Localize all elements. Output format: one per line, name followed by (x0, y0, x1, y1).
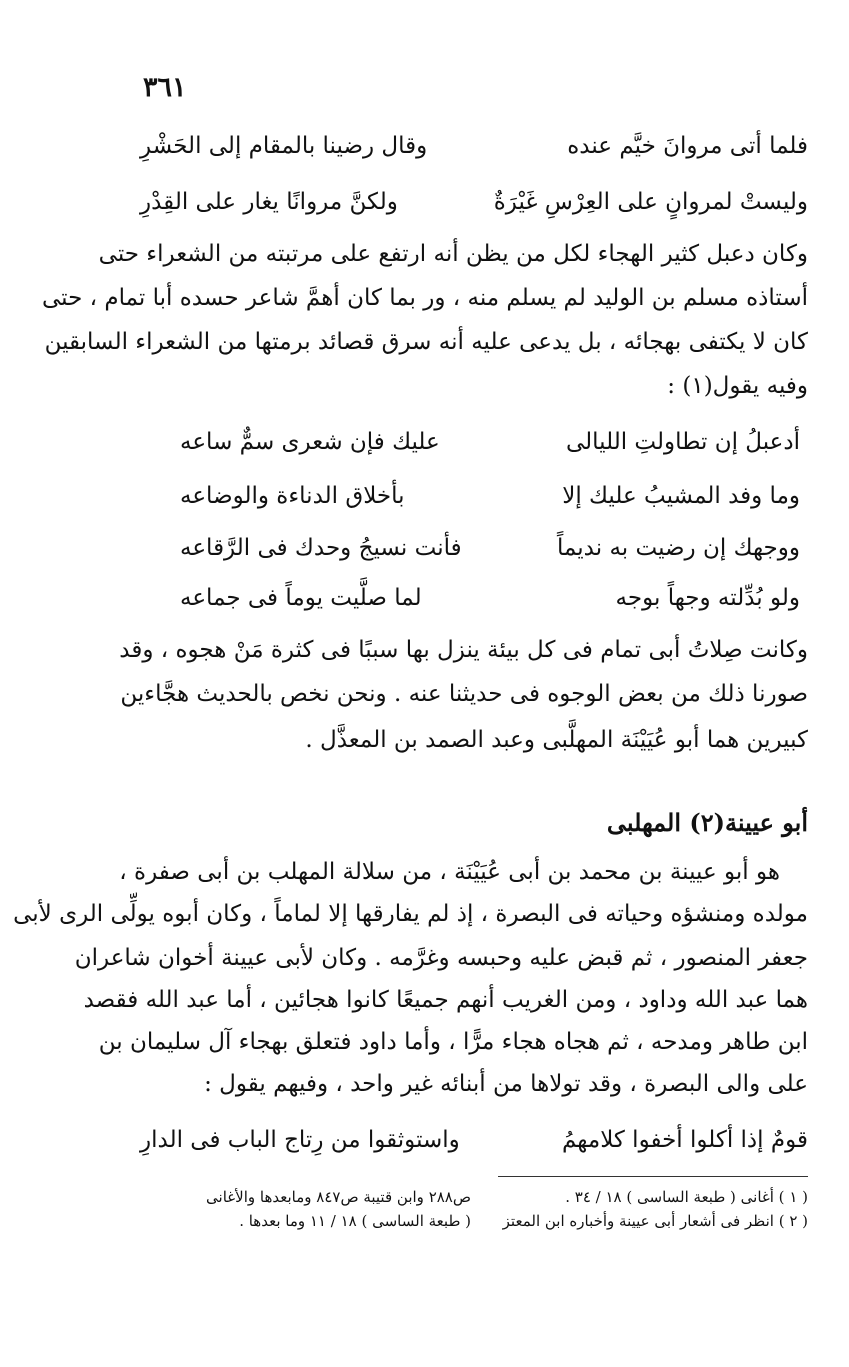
footnote-continuation: ص٢٨٨ وابن قتيبة ص٨٤٧ ومابعدها والأغانى (206, 1188, 471, 1206)
verse-hemistich-second: وقال رضينا بالمقام إلى الحَشْرِ (140, 133, 428, 159)
verse-line (180, 480, 800, 516)
verse-hemistich-second: بأخلاق الدناءة والوضاعه (180, 483, 405, 509)
verse-line (140, 1124, 808, 1160)
verse-line (180, 532, 800, 568)
verse-hemistich-first: أدعبلُ إن تطاولتِ الليالى (565, 429, 800, 455)
footnote: ( ٢ ) انظر فى أشعار أبى عيينة وأخباره ابن المعتز (502, 1212, 808, 1230)
footnote: ( ١ ) أغانى ( طبعة الساسى ) ١٨ / ٣٤ . (565, 1188, 808, 1206)
footnote-continuation: ( طبعة الساسى ) ١٨ / ١١ وما بعدها . (239, 1212, 471, 1230)
paragraph-line: وكان دعبل كثير الهجاء لكل من يظن أنه ارتفع على مرتبته من الشعراء حتى (98, 241, 808, 267)
paragraph-line: جعفر المنصور ، ثم قبض عليه وحبسه وغرَّمه . وكان لأبى عيينة أخوان شاعران (74, 945, 808, 971)
verse-hemistich-second: ولكنَّ مروانًا يغار على القِدْرِ (140, 189, 398, 215)
paragraph-line: صورنا ذلك من بعض الوجوه فى حديثنا عنه . ونحن نخص بالحديث هجَّاءين (120, 681, 808, 707)
paragraph-line: وكانت صِلاتُ أبى تمام فى كل بيئة ينزل بها سببًا فى كثرة مَنْ هجوه ، وقد (119, 637, 808, 663)
verse-hemistich-first: وما وفد المشيبُ عليك إلا (562, 483, 800, 509)
verse-hemistich-second: فأنت نسيجُ وحدك فى الرَّقاعه (180, 535, 462, 561)
footnote-rule (498, 1176, 808, 1177)
verse-hemistich-first: قومٌ إذا أكلوا أخفوا كلامهمُ (561, 1127, 808, 1153)
paragraph-line: هما عبد الله وداود ، ومن الغريب أنهم جميعًا كانوا هجائين ، أما عبد الله فقصد (83, 987, 808, 1013)
page-number: ٣٦١ (143, 72, 187, 103)
verse-line (180, 582, 800, 618)
verse-line (140, 186, 808, 222)
verse-hemistich-first: ووجهك إن رضيت به نديماً (556, 535, 800, 561)
verse-hemistich-first: وليستْ لمروانٍ على العِرْسِ غَيْرَةٌ (493, 189, 808, 215)
verse-line (140, 130, 808, 166)
paragraph-line: وفيه يقول(١) : (667, 373, 808, 399)
paragraph-line: كبيرين هما أبو عُيَيْنَة المهلَّبى وعبد الصمد بن المعذَّل . (305, 727, 808, 753)
verse-line (180, 426, 800, 462)
verse-hemistich-second: عليك فإن شعرى سمٌّ ساعه (180, 429, 440, 455)
paragraph-line: كان لا يكتفى بهجائه ، بل يدعى عليه أنه سرق قصائد برمتها من الشعراء السابقين (44, 329, 808, 355)
verse-hemistich-first: ولو بُدِّلته وجهاً بوجه (615, 585, 800, 611)
section-heading: أبو عيينة(٢) المهلبى (606, 808, 808, 837)
verse-hemistich-second: واستوثقوا من رِتاج الباب فى الدارِ (140, 1127, 460, 1153)
paragraph-line: أستاذه مسلم بن الوليد لم يسلم منه ، ور بما كان أهمَّ شاعر حسده أبا تمام ، حتى (42, 285, 808, 311)
paragraph-line: مولده ومنشؤه وحياته فى البصرة ، إذ لم يفارقها إلا لماماً ، وكان أبوه يولِّى الرى لأبى (13, 901, 808, 927)
paragraph-line: ابن طاهر ومدحه ، ثم هجاه هجاء مرًّا ، وأما داود فتعلق بهجاء آل سليمان بن (98, 1029, 808, 1055)
verse-hemistich-second: لما صلَّيت يوماً فى جماعه (180, 585, 422, 611)
paragraph-line: هو أبو عيينة بن محمد بن أبى عُيَيْنَة ، من سلالة المهلب بن أبى صفرة ، (119, 859, 780, 885)
verse-hemistich-first: فلما أتى مروانَ خيَّم عنده (567, 133, 808, 159)
paragraph-line: على والى البصرة ، وقد تولاها من أبنائه غير واحد ، وفيهم يقول : (204, 1071, 808, 1097)
